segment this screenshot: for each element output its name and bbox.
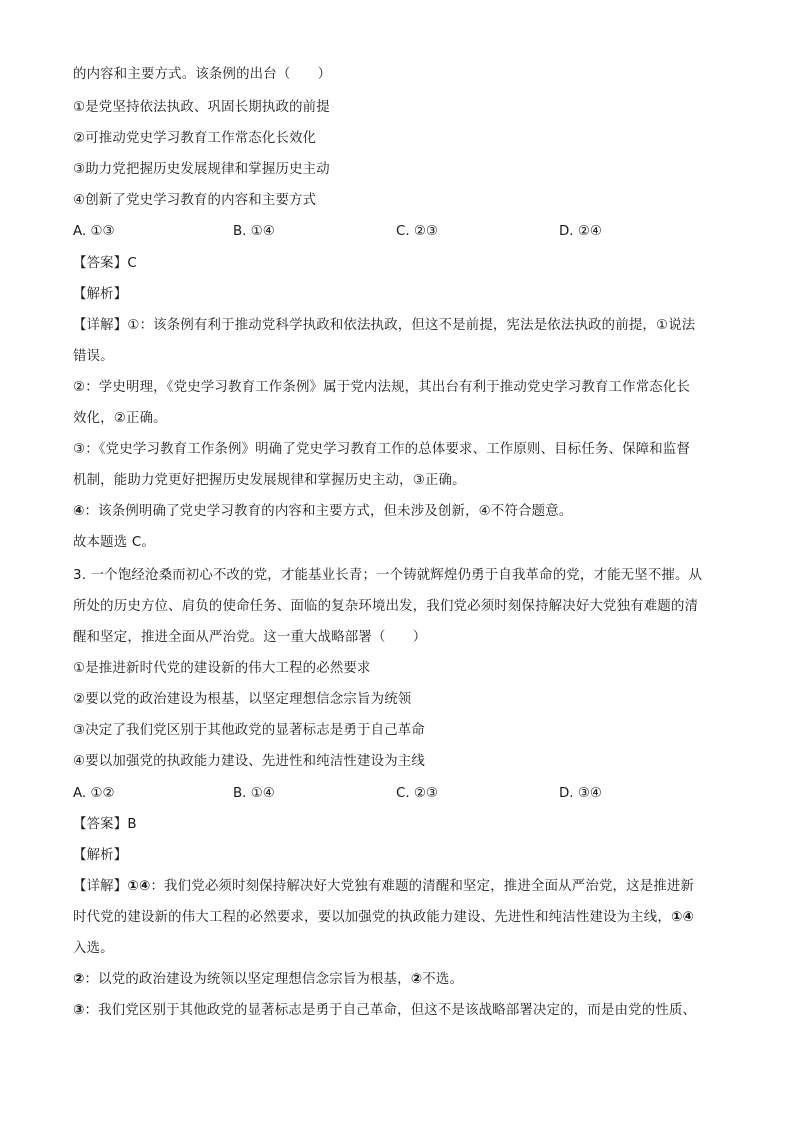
q2-detail-line-2: 错误。	[73, 349, 114, 364]
q3-option-c: C. ②③	[396, 786, 438, 801]
q2-detail4-text: ：该条例明确了党史学习教育的内容和主要方式，但未涉及创新，④不符合题意。	[84, 504, 573, 519]
q2-detail-line-6: 机制，能助力党更好把握历史发展规律和掌握历史主动，③正确。	[73, 473, 466, 488]
q3-detail1-mark: ①④	[127, 879, 151, 894]
q2-answer: 【答案】C	[73, 256, 137, 271]
q2-detail-line-7	[73, 503, 572, 521]
q3-detail2-end: 不选。	[422, 972, 464, 987]
q2-detail-line-3: ②：学史明理，《党史学习教育工作条例》属于党内法规，其出台有利于推动党史学习教育工作常态化长	[73, 380, 691, 395]
q3-option-a: A. ①②	[73, 786, 115, 801]
q3-detail2-text: ：以党的政治建设为统领以坚定理想信念宗旨为根基，	[84, 972, 411, 987]
q3-option-d: D. ③④	[559, 786, 602, 801]
q3-item-2: ②要以党的政治建设为根基，以坚定理想信念宗旨为统领	[73, 692, 412, 707]
q3-detail1-line2-mark: ①④	[670, 910, 695, 925]
q3-item-1: ①是推进新时代党的建设新的伟大工程的必然要求	[73, 661, 371, 676]
q3-detail1-line2-text: 时代党的建设新的伟大工程的必然要求，要以加强党的执政能力建设、先进性和纯洁性建设为主线，	[73, 910, 671, 925]
q2-item-3: ③助力党把握历史发展规律和掌握历史主动	[73, 162, 330, 177]
q2-option-b: B. ①④	[233, 224, 275, 239]
q2-conclusion: 故本题选 C。	[73, 535, 155, 550]
q3-detail-line-2	[73, 909, 694, 927]
q3-item-3: ③决定了我们党区别于其他政党的显著标志是勇于自己革命	[73, 723, 425, 738]
q3-detail2-mark: ②	[73, 972, 85, 987]
q2-detail-line-1: 【详解】①：该条例有利于推动党科学执政和依法执政，但这不是前提，宪法是依法执政的前提，①说法	[73, 318, 696, 333]
q3-detail-line-1	[73, 878, 694, 896]
q3-analysis-label: 【解析】	[73, 848, 128, 863]
q3-item-4: ④要以加强党的执政能力建设、先进性和纯洁性建设为主线	[73, 754, 425, 769]
q3-answer: 【答案】B	[73, 817, 137, 832]
q2-item-1: ①是党坚持依法执政、巩固长期执政的前提	[73, 100, 330, 115]
q3-stem-line-2: 所处的历史方位、肩负的使命任务、面临的复杂环境出发，我们党必须时刻保持解决好大党独有难题的清	[73, 599, 699, 614]
q2-detail4-mark: ④	[73, 504, 85, 519]
q2-option-a: A. ①③	[73, 224, 115, 239]
q2-item-2: ②可推动党史学习教育工作常态化长效化	[73, 131, 317, 146]
q2-item-4: ④创新了党史学习教育的内容和主要方式	[73, 193, 317, 208]
q2-option-d: D. ②④	[559, 224, 602, 239]
q3-option-b: B. ①④	[233, 786, 275, 801]
q2-detail-line-5: ③：《党史学习教育工作条例》明确了党史学习教育工作的总体要求、工作原则、目标任务、保障和监督	[73, 442, 691, 457]
q3-detail1-text: ：我们党必须时刻保持解决好大党独有难题的清醒和坚定，推进全面从严治党，这是推进新	[150, 879, 695, 894]
q3-detail-line-3: 入选。	[73, 941, 114, 956]
q2-analysis-label: 【解析】	[73, 287, 128, 302]
q3-detail2-end-mark: ②	[410, 972, 423, 987]
q2-detail-line-4: 效化，②正确。	[73, 411, 167, 426]
q3-detail3-mark: ③	[73, 1003, 85, 1018]
q3-detail-label: 【详解】	[73, 879, 128, 894]
q3-detail-line-5	[73, 1002, 696, 1020]
q3-detail-line-4	[73, 971, 463, 989]
q3-detail3-text: ：我们党区别于其他政党的显著标志是勇于自己革命，但这不是该战略部署决定的，而是由党的性质、	[84, 1003, 697, 1018]
q3-stem-line-3: 醒和坚定，推进全面从严治党。这一重大战略部署（ ）	[73, 630, 427, 645]
q2-option-c: C. ②③	[396, 224, 438, 239]
q2-stem-tail: 的内容和主要方式。该条例的出台（ ）	[73, 67, 332, 82]
q3-stem-line-1: 3. 一个饱经沧桑而初心不改的党，才能基业长青；一个铸就辉煌仍勇于自我革命的党，才能无坚不摧。从	[73, 568, 703, 583]
